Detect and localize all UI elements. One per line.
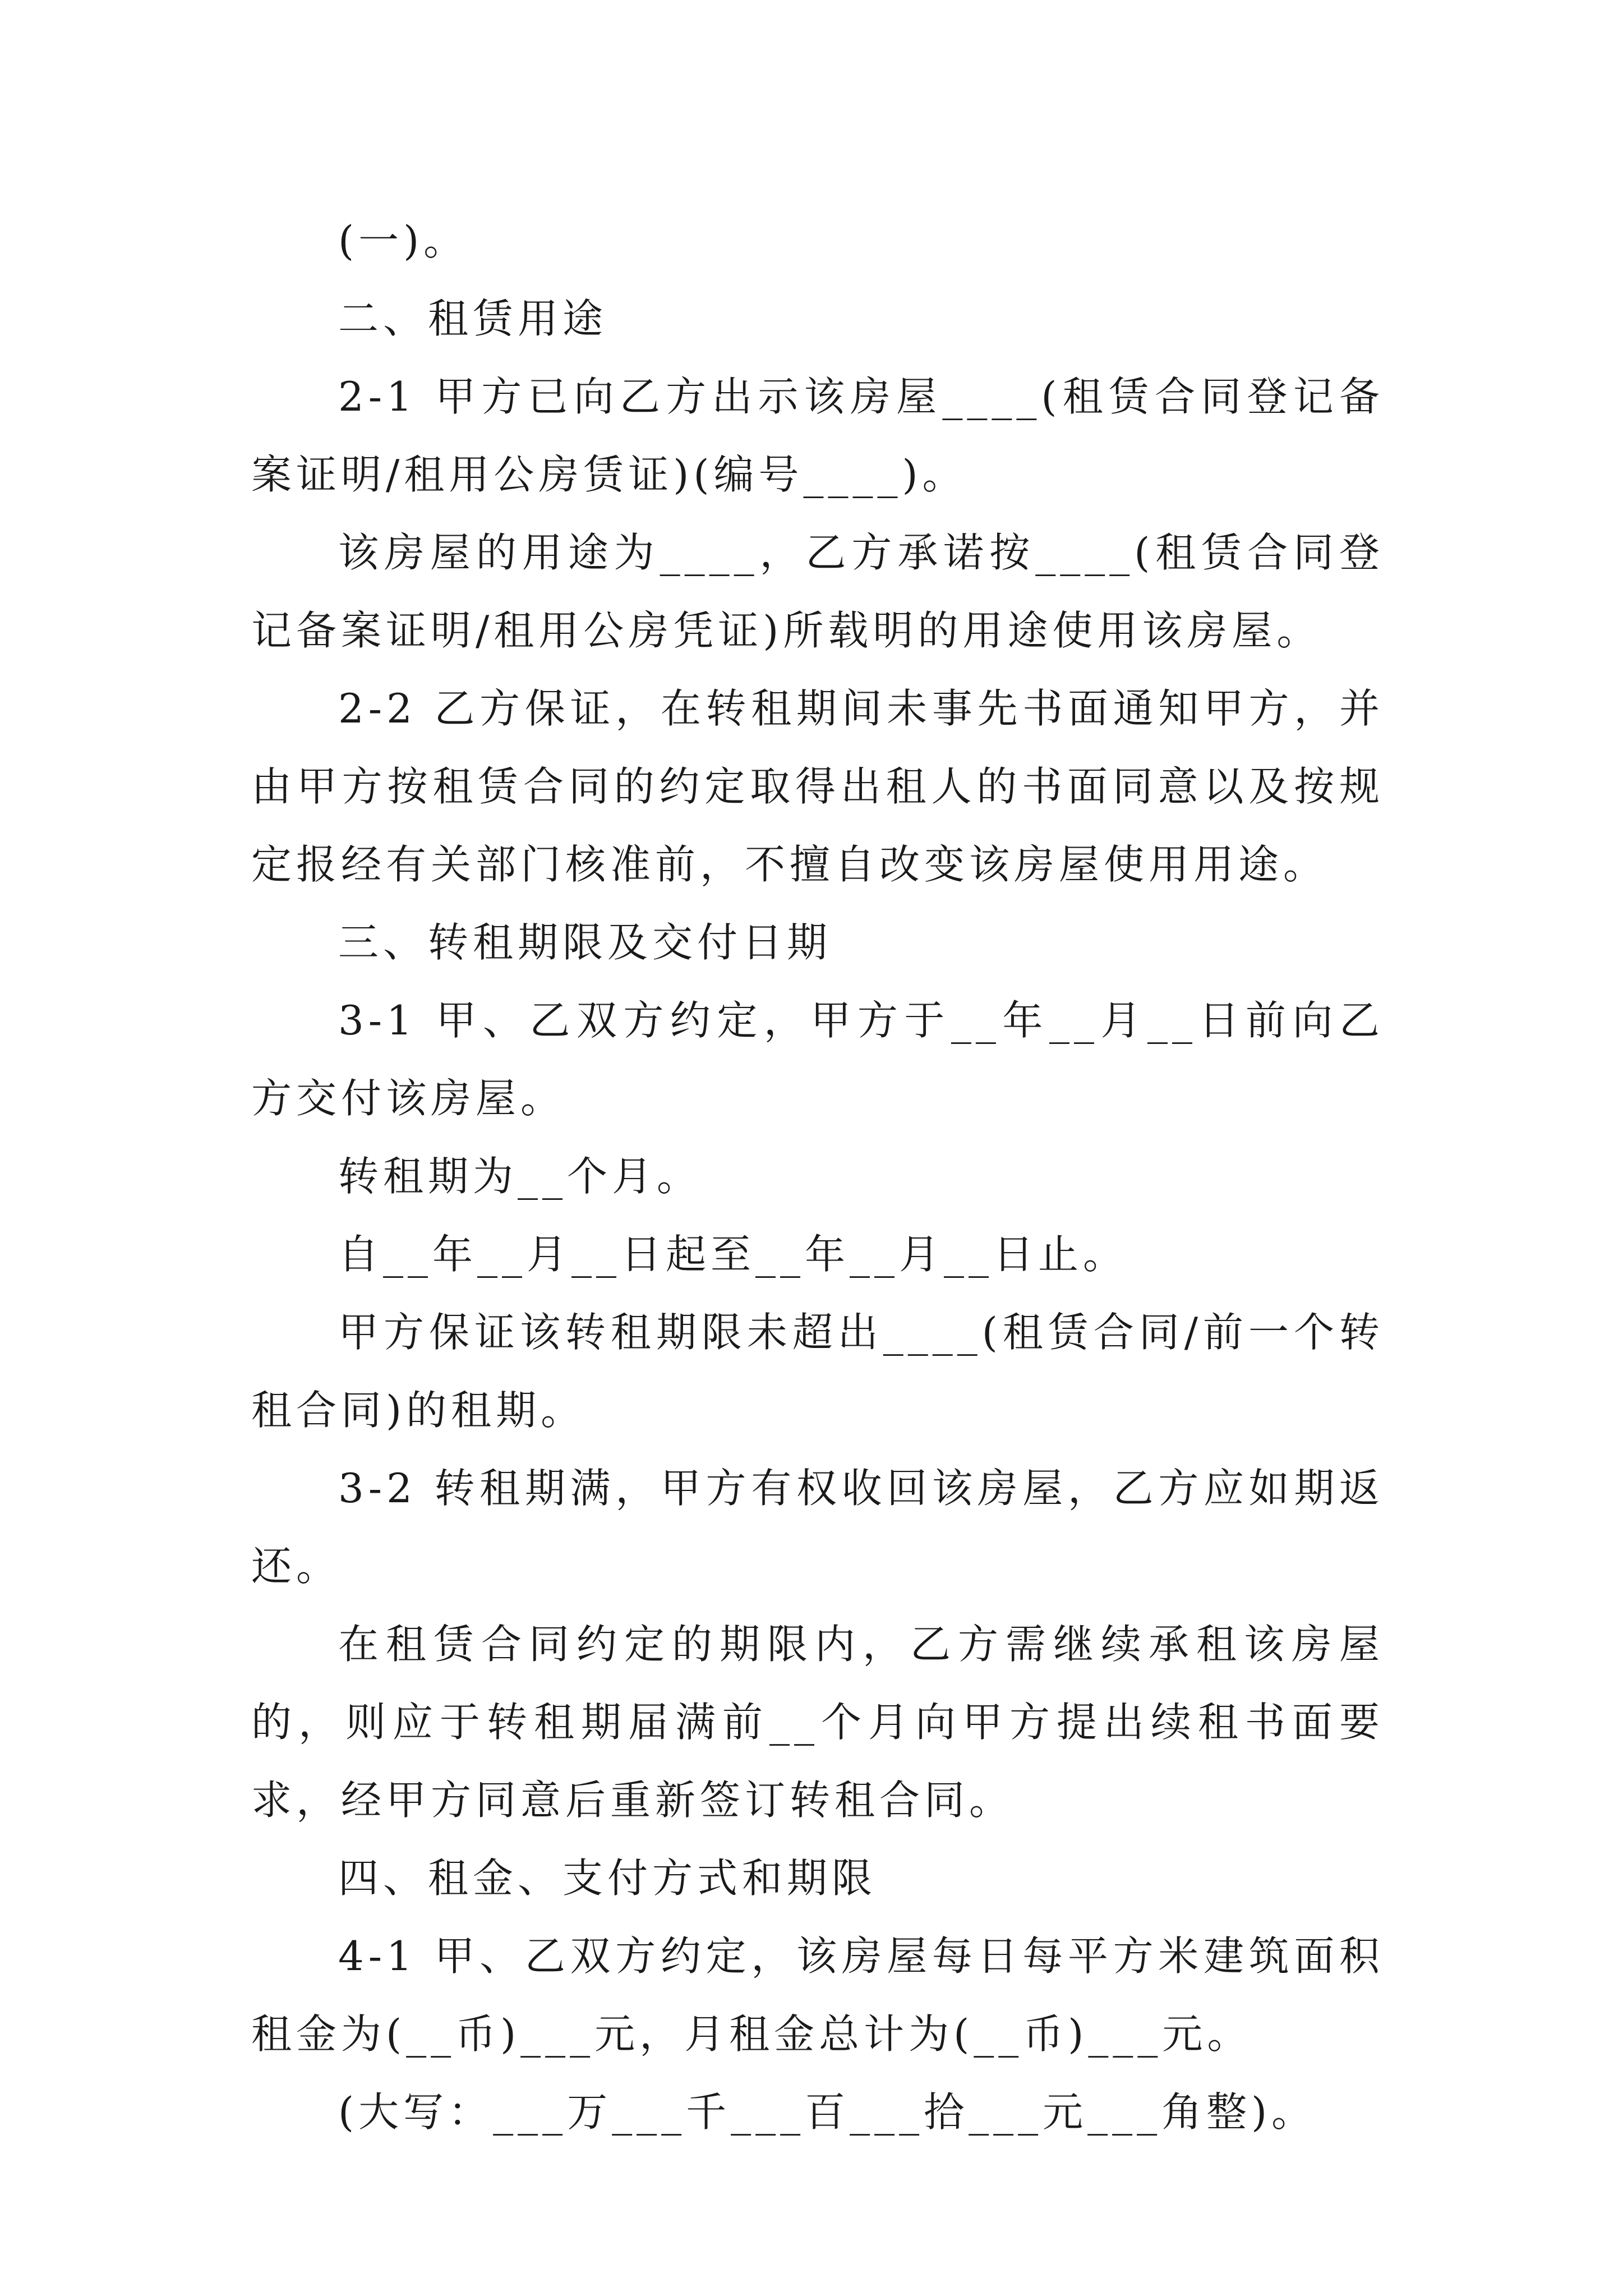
paragraph: 自__年__月__日起至__年__月__日止。 <box>338 1231 1128 1278</box>
section-heading: 二、租赁用途 <box>338 295 608 342</box>
paragraph: 在租赁合同约定的期限内，乙方需继续承租该房屋的，则应于转租期届满前__个月向甲方提出续租书面要求，经甲方同意后重新签订转租合同。 <box>251 1621 1384 1824</box>
section-heading: 三、转租期限及交付日期 <box>338 919 832 966</box>
paragraph: 转租期为__个月。 <box>338 1153 702 1200</box>
section-heading: 四、租金、支付方式和期限 <box>338 1855 877 1902</box>
paragraph: 3-1 甲、乙双方约定，甲方于__年__月__日前向乙方交付该房屋。 <box>251 997 1384 1122</box>
paragraph: 4-1 甲、乙双方约定，该房屋每日每平方米建筑面积租金为(__币)___元，月租金总计为(__币)___元。 <box>251 1932 1384 2058</box>
paragraph: (一)。 <box>338 217 469 264</box>
paragraph: 甲方保证该转租期限未超出____(租赁合同/前一个转租合同)的租期。 <box>251 1309 1384 1434</box>
paragraph: (大写：___万___千___百___拾___元___角整)。 <box>338 2088 1317 2136</box>
paragraph: 该房屋的用途为____，乙方承诺按____(租赁合同登记备案证明/租用公房凭证)所载明的用途使用该房屋。 <box>251 529 1384 654</box>
document-body <box>251 202 1384 2151</box>
paragraph: 2-2 乙方保证，在转租期间未事先书面通知甲方，并由甲方按租赁合同的约定取得出租人的书面同意以及按规定报经有关部门核准前，不擅自改变该房屋使用用途。 <box>251 685 1384 888</box>
paragraph: 2-1 甲方已向乙方出示该房屋____(租赁合同登记备案证明/租用公房赁证)(编号____)。 <box>251 373 1384 498</box>
paragraph: 3-2 转租期满，甲方有权收回该房屋，乙方应如期返还。 <box>251 1465 1384 1590</box>
